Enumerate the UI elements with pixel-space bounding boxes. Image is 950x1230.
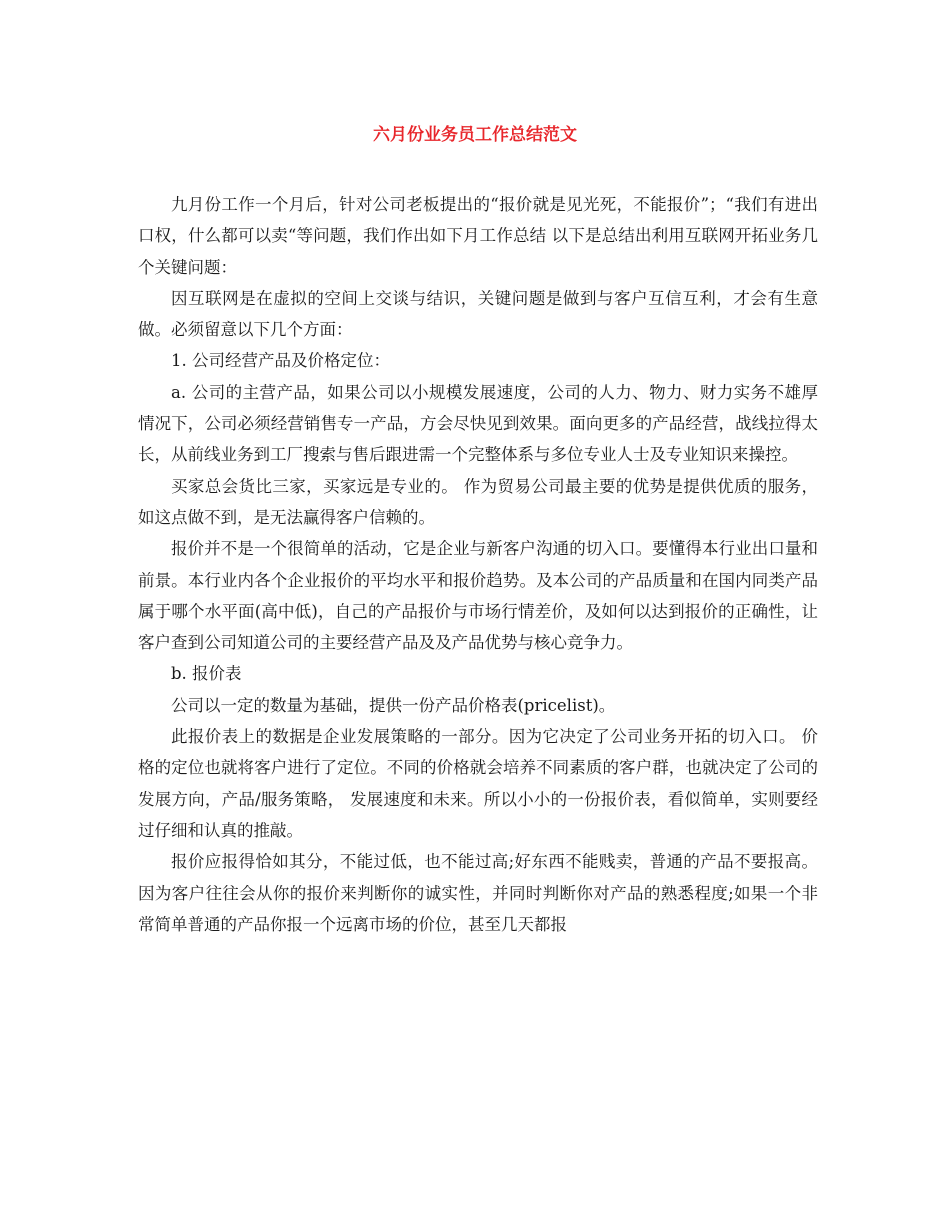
section-heading-b: b. 报价表	[171, 664, 242, 684]
paragraph-quotation: 报价并不是一个很简单的活动，它是企业与新客户沟通的切入口。要懂得本行业出口量和前景。本行业内各个企业报价的平均水平和报价趋势。及本公司的产品质量和在国内同类产品属于哪个水平面(高中低)，自己的产品报价与市场行情差价，及如何以达到报价的正确性，让客户查到公司知道公司的主要经营产品及及产品优势与核心竞争力。	[138, 539, 818, 653]
paragraph-pricing-advice: 报价应报得恰如其分，不能过低，也不能过高;好东西不能贱卖，普通的产品不要报高。因为客户往往会从你的报价来判断你的诚实性，并同时判断你对产品的熟悉程度;如果一个非常简单普通的产品你报一个远离市场的价位，甚至几天都报	[138, 852, 818, 934]
paragraph-pricelist: 公司以一定的数量为基础，提供一份产品价格表(pricelist)。	[171, 695, 616, 715]
section-heading-1: 1. 公司经营产品及价格定位：	[171, 351, 390, 371]
paragraph-main-products: a. 公司的主营产品，如果公司以小规模发展速度，公司的人力、物力、财力实务不雄厚情况下，公司必须经营销售专一产品，方会尽快见到效果。面向更多的产品经营，战线拉得太长，从前线业务到工厂搜索与售后跟进需一个完整体系与多位专业人士及专业知识来操控。	[138, 382, 818, 465]
document-title: 六月份业务员工作总结范文	[373, 125, 577, 145]
paragraph-strategy: 此报价表上的数据是企业发展策略的一部分。因为它决定了公司业务开拓的切入口。 价格的定位也就将客户进行了定位。不同的价格就会培养不同素质的客户群，也就决定了公司的发展方向，产品/服务策略， 发展速度和未来。所以小小的一份报价表，看似简单，实则要经过仔细和认真的推敲。	[138, 727, 818, 840]
document-body	[138, 189, 818, 940]
paragraph-buyers: 买家总会货比三家，买家远是专业的。 作为贸易公司最主要的优势是提供优质的服务，如这点做不到，是无法赢得客户信赖的。	[138, 476, 818, 527]
paragraph-intro: 九月份工作一个月后，针对公司老板提出的“报价就是见光死，不能报价”；“我们有进出口权，什么都可以卖“等问题，我们作出如下月工作总结 以下是总结出利用互联网开拓业务几个关键问题：	[138, 195, 818, 277]
paragraph-internet: 因互联网是在虚拟的空间上交谈与结识，关键问题是做到与客户互信互利，才会有生意做。必须留意以下几个方面：	[138, 288, 818, 340]
